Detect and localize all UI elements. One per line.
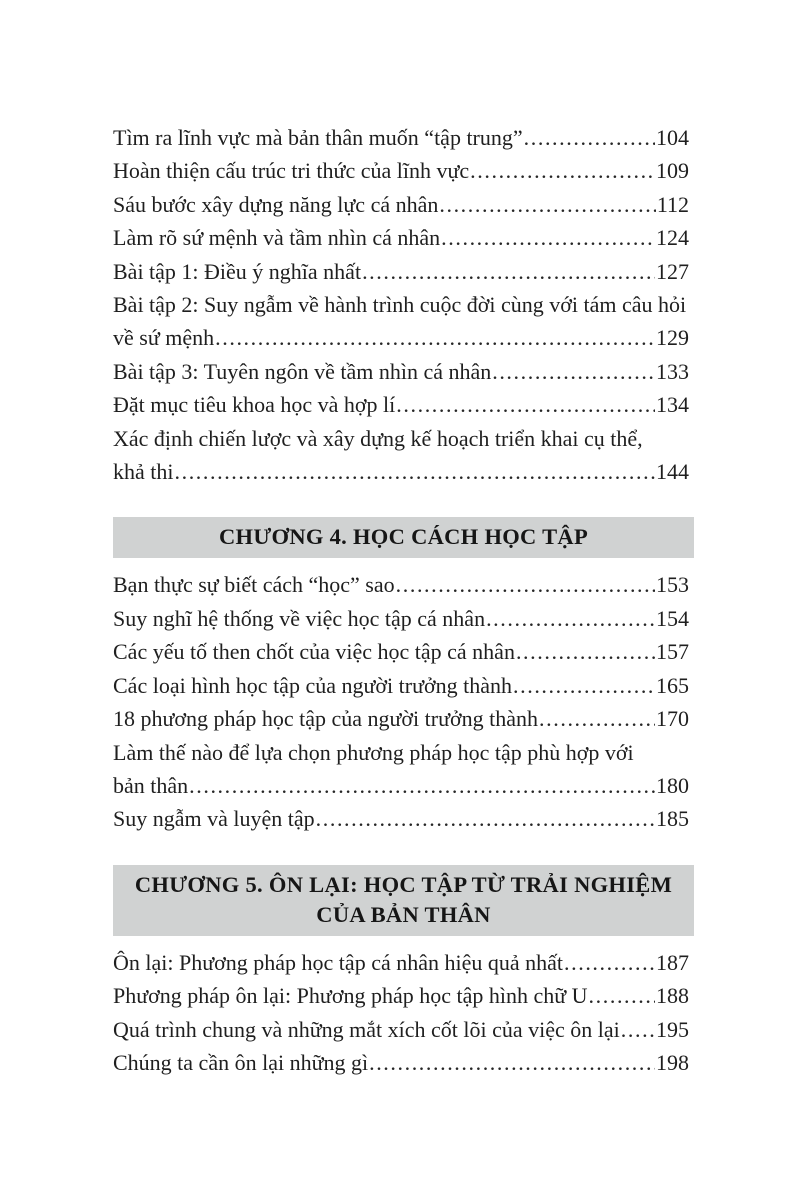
toc-entry bbox=[113, 669, 694, 702]
dot-leader bbox=[539, 702, 655, 735]
chapter-heading-text-line2: CỦA BẢN THÂN bbox=[316, 901, 491, 927]
toc-entry-title: Bài tập 1: Điều ý nghĩa nhất bbox=[113, 258, 362, 284]
toc-entry-title-line1: Bài tập 2: Suy ngẫm về hành trình cuộc đời cùng với tám câu hỏi bbox=[113, 292, 687, 318]
toc-entry bbox=[113, 702, 694, 735]
toc-entry-title: Suy nghĩ hệ thống về việc học tập cá nhân bbox=[113, 605, 486, 631]
toc-entry bbox=[113, 355, 694, 388]
toc-entry-page: 157 bbox=[656, 639, 689, 665]
toc-entry-title-line2: khả thi bbox=[113, 459, 174, 485]
toc-entry-title: Các loại hình học tập của người trưởng thành bbox=[113, 672, 513, 698]
toc-entry-title: Chúng ta cần ôn lại những gì bbox=[113, 1049, 369, 1075]
dot-leader bbox=[621, 1013, 655, 1046]
dot-leader bbox=[486, 602, 655, 635]
toc-entry-title: Làm rõ sứ mệnh và tầm nhìn cá nhân bbox=[113, 225, 441, 251]
toc-entry-title-line2: về sứ mệnh bbox=[113, 325, 215, 351]
dot-leader bbox=[589, 979, 655, 1012]
dot-leader bbox=[396, 568, 655, 601]
toc-entry-page: 187 bbox=[656, 949, 689, 975]
chapter-heading-chuong-5 bbox=[113, 865, 694, 936]
dot-leader bbox=[492, 355, 655, 388]
toc-entry bbox=[113, 388, 694, 421]
dot-leader bbox=[524, 121, 655, 154]
toc-entry-title: Bài tập 3: Tuyên ngôn về tầm nhìn cá nhân bbox=[113, 358, 492, 384]
toc-entry-page: 185 bbox=[656, 806, 689, 832]
toc-entry-page: 144 bbox=[656, 459, 689, 485]
chapter-heading-chuong-4 bbox=[113, 517, 694, 558]
toc-entry-page: 127 bbox=[656, 258, 689, 284]
dot-leader bbox=[439, 188, 655, 221]
toc-entry-page: 170 bbox=[656, 706, 689, 732]
toc-entry bbox=[113, 602, 694, 635]
dot-leader bbox=[189, 769, 655, 802]
toc-entry-title: Suy ngẫm và luyện tập bbox=[113, 806, 315, 832]
toc-entry-title: Sáu bước xây dựng năng lực cá nhân bbox=[113, 191, 439, 217]
chapter-heading-text: CHƯƠNG 4. HỌC CÁCH HỌC TẬP bbox=[218, 524, 589, 550]
toc-entry-page: 124 bbox=[656, 225, 689, 251]
toc-entry-title: Bạn thực sự biết cách “học” sao bbox=[113, 572, 395, 598]
toc-entry-title: Hoàn thiện cấu trúc tri thức của lĩnh vực bbox=[113, 158, 470, 184]
toc-entry bbox=[113, 802, 694, 835]
toc-entry-title: Quá trình chung và những mắt xích cốt lõi của việc ôn lại bbox=[113, 1016, 620, 1042]
toc-entry-page: 153 bbox=[656, 572, 689, 598]
dot-leader bbox=[215, 321, 655, 354]
toc-entry-title-line1: Xác định chiến lược và xây dựng kế hoạch triển khai cụ thể, bbox=[113, 425, 643, 451]
toc-entry-page: 109 bbox=[656, 158, 689, 184]
toc-entry-title-line1: Làm thế nào để lựa chọn phương pháp học tập phù hợp với bbox=[113, 739, 634, 765]
toc-entry bbox=[113, 736, 694, 803]
toc-entry bbox=[113, 946, 694, 979]
toc-entry bbox=[113, 255, 694, 288]
toc-entry-title: Phương pháp ôn lại: Phương pháp học tập hình chữ U bbox=[113, 983, 588, 1009]
toc-entry-title: Đặt mục tiêu khoa học và hợp lí bbox=[113, 392, 396, 418]
toc-entry-page: 195 bbox=[656, 1016, 689, 1042]
toc-entry bbox=[113, 1046, 694, 1079]
toc-entry-title: Các yếu tố then chốt của việc học tập cá nhân bbox=[113, 639, 515, 665]
toc-entry bbox=[113, 979, 694, 1012]
toc-entry bbox=[113, 221, 694, 254]
dot-leader bbox=[441, 221, 655, 254]
toc-entry-page: 104 bbox=[656, 125, 689, 150]
dot-leader bbox=[470, 154, 655, 187]
toc-entry-page: 165 bbox=[656, 672, 689, 698]
dot-leader bbox=[362, 255, 655, 288]
toc-entry-page: 134 bbox=[656, 392, 689, 418]
dot-leader bbox=[396, 388, 655, 421]
dot-leader bbox=[516, 635, 655, 668]
toc-entry-page: 180 bbox=[656, 772, 689, 798]
toc-entry bbox=[113, 1013, 694, 1046]
dot-leader bbox=[513, 669, 655, 702]
toc-entry bbox=[113, 422, 694, 489]
toc-entry-page: 129 bbox=[656, 325, 689, 351]
toc-entry-title: 18 phương pháp học tập của người trưởng thành bbox=[113, 706, 539, 732]
toc-entry-page: 188 bbox=[656, 983, 689, 1009]
table-of-contents bbox=[113, 121, 694, 1079]
dot-leader bbox=[175, 455, 656, 488]
toc-entry-page: 112 bbox=[656, 191, 689, 217]
toc-entry bbox=[113, 188, 694, 221]
toc-entry-page: 198 bbox=[656, 1049, 689, 1075]
dot-leader bbox=[564, 946, 655, 979]
toc-entry bbox=[113, 121, 694, 154]
dot-leader bbox=[369, 1046, 655, 1079]
chapter-heading-text-line1: CHƯƠNG 5. ÔN LẠI: HỌC TẬP TỪ TRẢI NGHIỆM bbox=[134, 871, 673, 897]
dot-leader bbox=[316, 802, 655, 835]
toc-entry-page: 154 bbox=[656, 605, 689, 631]
toc-entry bbox=[113, 154, 694, 187]
toc-entry-page: 133 bbox=[656, 358, 689, 384]
toc-entry bbox=[113, 288, 694, 355]
toc-entry bbox=[113, 635, 694, 668]
toc-entry-title: Tìm ra lĩnh vực mà bản thân muốn “tập trung” bbox=[113, 125, 523, 150]
toc-entry bbox=[113, 568, 694, 601]
toc-entry-title-line2: bản thân bbox=[113, 772, 189, 798]
toc-entry-title: Ôn lại: Phương pháp học tập cá nhân hiệu quả nhất bbox=[113, 949, 564, 975]
